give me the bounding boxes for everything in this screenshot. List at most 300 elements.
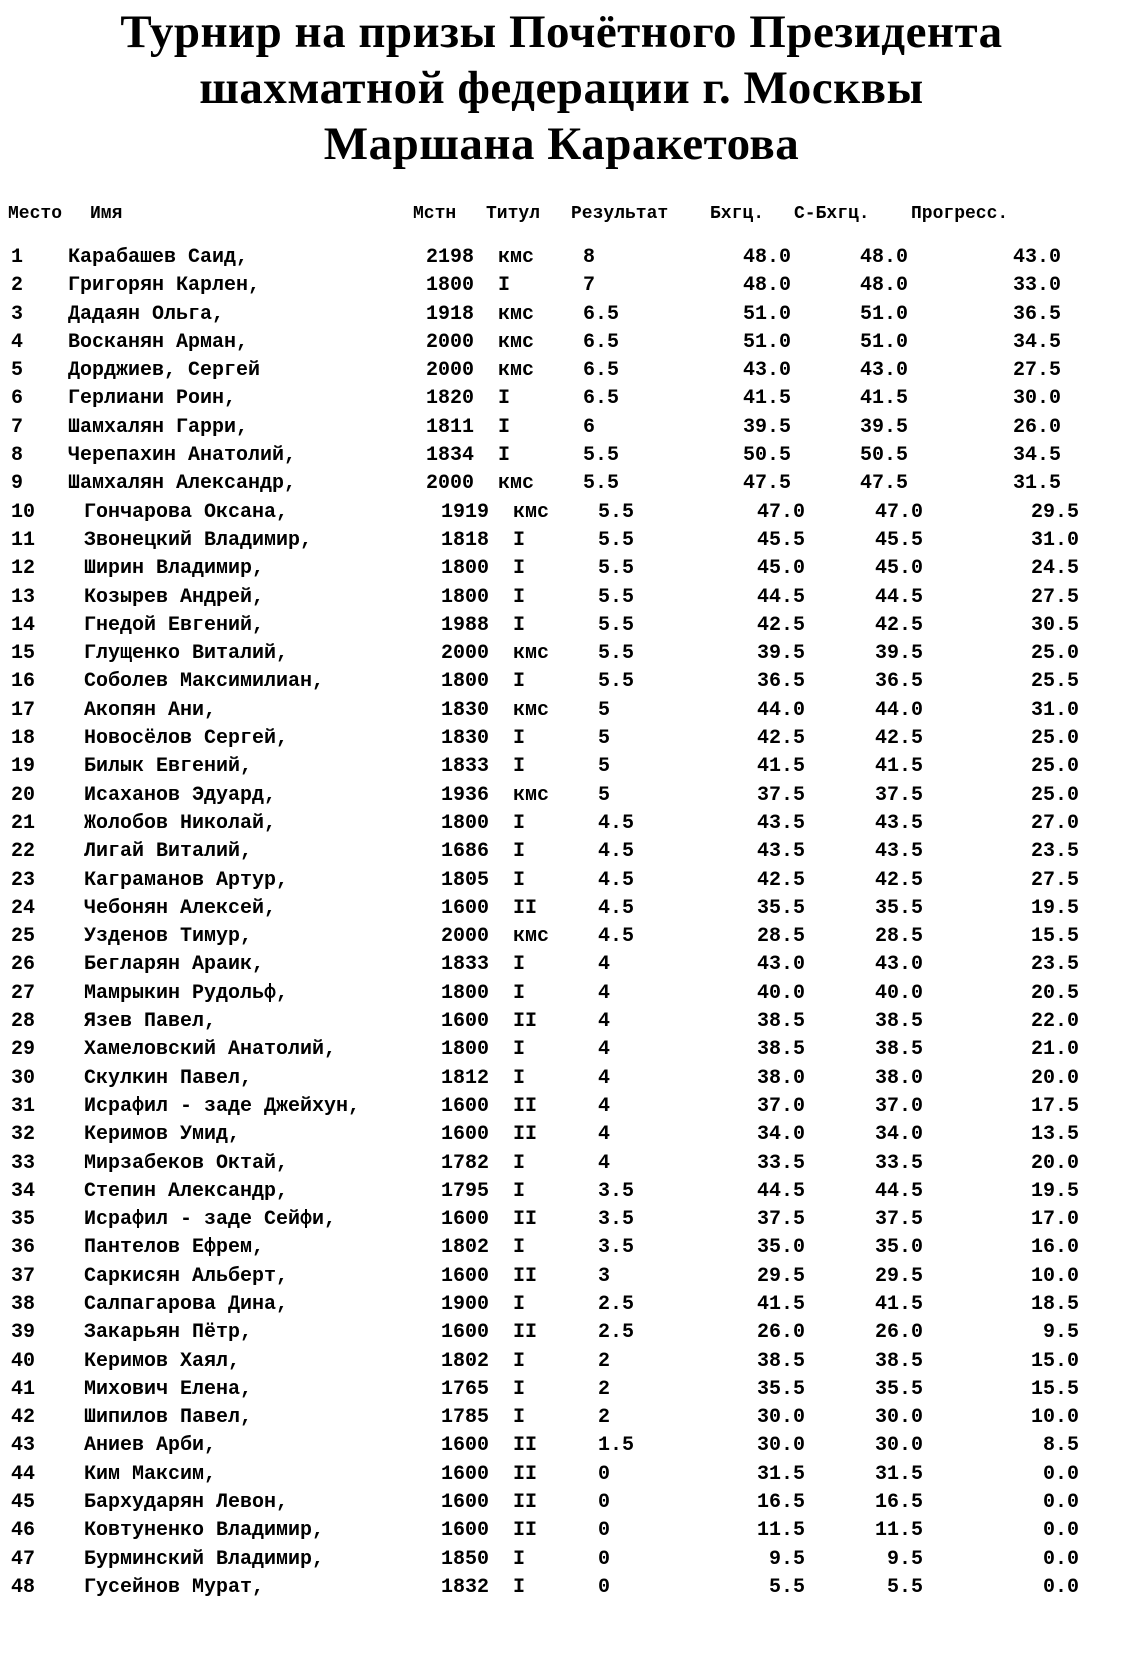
cell-place: 33 xyxy=(11,1151,36,1175)
cell-place: 8 xyxy=(11,444,24,468)
cell-name: Пантелов Ефрем, xyxy=(84,1236,265,1260)
cell-place: 17 xyxy=(11,698,36,722)
cell-sbuchholz: 43.0 xyxy=(859,359,908,383)
cell-progress: 8.5 xyxy=(1042,1434,1079,1458)
cell-progress: 33.0 xyxy=(1012,274,1061,298)
cell-title: кмс xyxy=(513,500,550,524)
header-title: Титул xyxy=(486,204,541,224)
cell-title: кмс xyxy=(513,783,550,807)
cell-sbuchholz: 45.0 xyxy=(874,557,923,581)
cell-progress: 36.5 xyxy=(1012,302,1061,326)
cell-progress: 25.0 xyxy=(1030,727,1079,751)
cell-name: Дадаян Ольга, xyxy=(68,302,225,326)
table-row xyxy=(8,810,1113,838)
cell-sbuchholz: 11.5 xyxy=(874,1519,923,1543)
cell-buchholz: 41.5 xyxy=(742,387,791,411)
cell-name: Бурминский Владимир, xyxy=(84,1547,325,1571)
cell-rating: 1600 xyxy=(441,1462,490,1486)
cell-progress: 0.0 xyxy=(1042,1575,1079,1599)
cell-name: Карабашев Саид, xyxy=(68,246,249,269)
cell-buchholz: 44.5 xyxy=(756,585,805,609)
table-row xyxy=(8,1178,1113,1206)
cell-name: Дорджиев, Сергей xyxy=(68,359,261,383)
cell-title: II xyxy=(513,1491,538,1515)
table-row xyxy=(8,499,1113,527)
cell-place: 11 xyxy=(11,528,36,552)
cell-progress: 10.0 xyxy=(1030,1264,1079,1288)
cell-score: 4.5 xyxy=(598,896,635,920)
cell-rating: 1805 xyxy=(441,868,490,892)
table-row xyxy=(8,470,1113,498)
cell-place: 32 xyxy=(11,1123,36,1147)
cell-sbuchholz: 41.5 xyxy=(874,755,923,779)
cell-buchholz: 42.5 xyxy=(756,727,805,751)
cell-rating: 1600 xyxy=(441,1434,490,1458)
table-row xyxy=(8,1574,1113,1602)
cell-name: Ширин Владимир, xyxy=(84,557,265,581)
cell-rating: 1900 xyxy=(441,1292,490,1316)
cell-title: I xyxy=(498,274,511,298)
cell-score: 2.5 xyxy=(598,1292,635,1316)
cell-sbuchholz: 43.0 xyxy=(874,953,923,977)
cell-name: Язев Павел, xyxy=(84,1010,217,1034)
cell-place: 40 xyxy=(11,1349,36,1373)
cell-buchholz: 39.5 xyxy=(756,642,805,666)
cell-place: 19 xyxy=(11,755,36,779)
table-row xyxy=(8,1065,1113,1093)
cell-rating: 2000 xyxy=(426,330,475,354)
cell-buchholz: 45.0 xyxy=(756,557,805,581)
cell-progress: 22.0 xyxy=(1030,1010,1079,1034)
cell-rating: 1600 xyxy=(441,1094,490,1118)
table-row xyxy=(8,442,1113,470)
cell-place: 18 xyxy=(11,727,36,751)
cell-name: Глущенко Виталий, xyxy=(84,642,289,666)
cell-title: кмс xyxy=(498,472,535,496)
table-body xyxy=(8,244,1113,1602)
cell-rating: 1795 xyxy=(441,1179,490,1203)
cell-progress: 25.0 xyxy=(1030,783,1079,807)
cell-title: II xyxy=(513,1264,538,1288)
cell-sbuchholz: 35.5 xyxy=(874,1377,923,1401)
cell-place: 45 xyxy=(11,1491,36,1515)
cell-place: 24 xyxy=(11,896,36,920)
cell-progress: 29.5 xyxy=(1030,500,1079,524)
table-row xyxy=(8,357,1113,385)
cell-score: 5.5 xyxy=(583,444,620,468)
cell-score: 1.5 xyxy=(598,1434,635,1458)
cell-score: 5.5 xyxy=(598,670,635,694)
cell-sbuchholz: 38.5 xyxy=(874,1010,923,1034)
cell-rating: 1600 xyxy=(441,1010,490,1034)
cell-sbuchholz: 41.5 xyxy=(859,387,908,411)
cell-rating: 2000 xyxy=(441,925,490,949)
cell-name: Новосёлов Сергей, xyxy=(84,727,289,751)
table-row xyxy=(8,697,1113,725)
table-row xyxy=(8,1461,1113,1489)
cell-name: Аниев Арби, xyxy=(84,1434,217,1458)
cell-title: кмс xyxy=(513,698,550,722)
cell-rating: 1600 xyxy=(441,1123,490,1147)
cell-name: Звонецкий Владимир, xyxy=(84,528,313,552)
cell-sbuchholz: 48.0 xyxy=(859,274,908,298)
cell-title: I xyxy=(513,1547,526,1571)
cell-progress: 18.5 xyxy=(1030,1292,1079,1316)
table-row xyxy=(8,923,1113,951)
cell-place: 44 xyxy=(11,1462,36,1486)
cell-sbuchholz: 29.5 xyxy=(874,1264,923,1288)
cell-score: 4.5 xyxy=(598,840,635,864)
cell-progress: 9.5 xyxy=(1042,1321,1079,1345)
cell-place: 47 xyxy=(11,1547,36,1571)
table-row xyxy=(8,867,1113,895)
cell-score: 5.5 xyxy=(598,642,635,666)
table-row xyxy=(8,329,1113,357)
cell-name: Керимов Хаял, xyxy=(84,1349,241,1373)
cell-name: Ковтуненко Владимир, xyxy=(84,1519,325,1543)
cell-name: Жолобов Николай, xyxy=(84,811,277,835)
cell-title: I xyxy=(513,1038,526,1062)
table-row xyxy=(8,725,1113,753)
cell-place: 37 xyxy=(11,1264,36,1288)
cell-rating: 1800 xyxy=(441,557,490,581)
cell-title: I xyxy=(513,953,526,977)
cell-place: 6 xyxy=(11,387,24,411)
cell-buchholz: 47.0 xyxy=(756,500,805,524)
cell-buchholz: 51.0 xyxy=(742,302,791,326)
cell-rating: 1830 xyxy=(441,698,490,722)
cell-title: I xyxy=(513,811,526,835)
cell-score: 4 xyxy=(598,1038,611,1062)
table-row xyxy=(8,414,1113,442)
cell-sbuchholz: 44.5 xyxy=(874,1179,923,1203)
cell-progress: 20.5 xyxy=(1030,981,1079,1005)
cell-place: 4 xyxy=(11,330,24,354)
cell-buchholz: 11.5 xyxy=(756,1519,805,1543)
cell-title: I xyxy=(513,585,526,609)
cell-buchholz: 42.5 xyxy=(756,868,805,892)
cell-buchholz: 34.0 xyxy=(756,1123,805,1147)
cell-place: 25 xyxy=(11,925,36,949)
cell-progress: 19.5 xyxy=(1030,1179,1079,1203)
cell-sbuchholz: 38.0 xyxy=(874,1066,923,1090)
cell-buchholz: 44.0 xyxy=(756,698,805,722)
cell-score: 4 xyxy=(598,1123,611,1147)
cell-place: 21 xyxy=(11,811,36,835)
cell-buchholz: 31.5 xyxy=(756,1462,805,1486)
cell-title: II xyxy=(513,1123,538,1147)
cell-sbuchholz: 43.5 xyxy=(874,811,923,835)
cell-title: I xyxy=(513,1236,526,1260)
table-row xyxy=(8,244,1113,272)
cell-rating: 1919 xyxy=(441,500,490,524)
cell-score: 5 xyxy=(598,727,611,751)
cell-progress: 27.5 xyxy=(1030,868,1079,892)
cell-place: 23 xyxy=(11,868,36,892)
cell-sbuchholz: 37.0 xyxy=(874,1094,923,1118)
cell-buchholz: 42.5 xyxy=(756,613,805,637)
cell-name: Восканян Арман, xyxy=(68,330,249,354)
table-row xyxy=(8,612,1113,640)
cell-sbuchholz: 42.5 xyxy=(874,613,923,637)
cell-sbuchholz: 51.0 xyxy=(859,302,908,326)
cell-place: 38 xyxy=(11,1292,36,1316)
cell-title: II xyxy=(513,1094,538,1118)
cell-progress: 15.5 xyxy=(1030,1377,1079,1401)
cell-rating: 1833 xyxy=(441,953,490,977)
cell-name: Козырев Андрей, xyxy=(84,585,265,609)
table-row xyxy=(8,1008,1113,1036)
cell-title: I xyxy=(498,415,511,439)
cell-buchholz: 38.5 xyxy=(756,1010,805,1034)
cell-buchholz: 43.0 xyxy=(756,953,805,977)
cell-score: 2 xyxy=(598,1349,611,1373)
cell-score: 7 xyxy=(583,274,596,298)
cell-title: I xyxy=(513,1066,526,1090)
cell-place: 3 xyxy=(11,302,24,326)
table-row xyxy=(8,895,1113,923)
cell-progress: 23.5 xyxy=(1030,953,1079,977)
cell-sbuchholz: 38.5 xyxy=(874,1349,923,1373)
cell-sbuchholz: 37.5 xyxy=(874,1208,923,1232)
cell-rating: 1800 xyxy=(426,274,475,298)
table-row xyxy=(8,1036,1113,1064)
cell-progress: 27.0 xyxy=(1030,811,1079,835)
cell-rating: 1832 xyxy=(441,1575,490,1599)
cell-place: 39 xyxy=(11,1321,36,1345)
cell-name: Исрафил - заде Джейхун, xyxy=(84,1094,361,1118)
cell-sbuchholz: 30.0 xyxy=(874,1406,923,1430)
cell-buchholz: 50.5 xyxy=(742,444,791,468)
cell-buchholz: 38.5 xyxy=(756,1038,805,1062)
results-table xyxy=(8,200,1113,1599)
cell-rating: 1833 xyxy=(441,755,490,779)
cell-score: 6.5 xyxy=(583,387,620,411)
cell-rating: 1800 xyxy=(441,811,490,835)
cell-title: кмс xyxy=(498,359,535,383)
cell-title: I xyxy=(513,1179,526,1203)
cell-buchholz: 37.5 xyxy=(756,783,805,807)
cell-buchholz: 5.5 xyxy=(768,1575,805,1599)
cell-buchholz: 38.0 xyxy=(756,1066,805,1090)
cell-progress: 0.0 xyxy=(1042,1519,1079,1543)
cell-buchholz: 33.5 xyxy=(756,1151,805,1175)
cell-name: Исаханов Эдуард, xyxy=(84,783,277,807)
cell-sbuchholz: 33.5 xyxy=(874,1151,923,1175)
cell-place: 41 xyxy=(11,1377,36,1401)
cell-sbuchholz: 50.5 xyxy=(859,444,908,468)
table-header xyxy=(8,200,1113,228)
cell-sbuchholz: 44.0 xyxy=(874,698,923,722)
cell-buchholz: 35.0 xyxy=(756,1236,805,1260)
cell-buchholz: 41.5 xyxy=(756,755,805,779)
cell-name: Хамеловский Анатолий, xyxy=(84,1038,337,1062)
cell-name: Герлиани Роин, xyxy=(68,387,237,411)
cell-place: 1 xyxy=(11,246,24,269)
cell-rating: 1785 xyxy=(441,1406,490,1430)
table-row xyxy=(8,1489,1113,1517)
cell-place: 13 xyxy=(11,585,36,609)
cell-place: 42 xyxy=(11,1406,36,1430)
table-row xyxy=(8,1319,1113,1347)
cell-title: кмс xyxy=(498,246,535,269)
cell-title: I xyxy=(513,1292,526,1316)
cell-title: кмс xyxy=(513,925,550,949)
cell-place: 35 xyxy=(11,1208,36,1232)
cell-place: 30 xyxy=(11,1066,36,1090)
header-score: Результат xyxy=(571,204,669,224)
cell-progress: 15.5 xyxy=(1030,925,1079,949)
cell-sbuchholz: 34.0 xyxy=(874,1123,923,1147)
cell-rating: 1600 xyxy=(441,1519,490,1543)
cell-progress: 13.5 xyxy=(1030,1123,1079,1147)
cell-name: Гончарова Оксана, xyxy=(84,500,289,524)
cell-rating: 1600 xyxy=(441,1208,490,1232)
cell-title: I xyxy=(513,868,526,892)
table-row xyxy=(8,1206,1113,1234)
cell-buchholz: 48.0 xyxy=(742,246,791,269)
cell-sbuchholz: 28.5 xyxy=(874,925,923,949)
cell-buchholz: 29.5 xyxy=(756,1264,805,1288)
cell-progress: 16.0 xyxy=(1030,1236,1079,1260)
cell-score: 0 xyxy=(598,1491,611,1515)
cell-buchholz: 47.5 xyxy=(742,472,791,496)
cell-name: Шамхалян Александр, xyxy=(68,472,297,496)
cell-buchholz: 30.0 xyxy=(756,1434,805,1458)
table-row xyxy=(8,1093,1113,1121)
cell-sbuchholz: 35.5 xyxy=(874,896,923,920)
cell-rating: 1686 xyxy=(441,840,490,864)
cell-sbuchholz: 39.5 xyxy=(874,642,923,666)
cell-progress: 24.5 xyxy=(1030,557,1079,581)
cell-rating: 1800 xyxy=(441,981,490,1005)
cell-place: 28 xyxy=(11,1010,36,1034)
cell-name: Степин Александр, xyxy=(84,1179,289,1203)
cell-sbuchholz: 47.0 xyxy=(874,500,923,524)
cell-buchholz: 36.5 xyxy=(756,670,805,694)
cell-score: 5 xyxy=(598,783,611,807)
cell-title: II xyxy=(513,1434,538,1458)
cell-score: 5.5 xyxy=(598,613,635,637)
cell-buchholz: 26.0 xyxy=(756,1321,805,1345)
header-sbuchholz: С-Бхгц. xyxy=(794,204,870,224)
cell-score: 4.5 xyxy=(598,925,635,949)
cell-title: кмс xyxy=(498,330,535,354)
cell-name: Гнедой Евгений, xyxy=(84,613,265,637)
cell-place: 46 xyxy=(11,1519,36,1543)
cell-sbuchholz: 39.5 xyxy=(859,415,908,439)
header-place: Место xyxy=(8,204,63,224)
cell-rating: 1600 xyxy=(441,1491,490,1515)
cell-name: Чебонян Алексей, xyxy=(84,896,277,920)
cell-progress: 25.0 xyxy=(1030,755,1079,779)
cell-score: 4 xyxy=(598,1094,611,1118)
cell-sbuchholz: 40.0 xyxy=(874,981,923,1005)
cell-score: 5.5 xyxy=(598,557,635,581)
cell-sbuchholz: 41.5 xyxy=(874,1292,923,1316)
cell-name: Михович Елена, xyxy=(84,1377,253,1401)
cell-score: 4.5 xyxy=(598,811,635,835)
table-row xyxy=(8,1376,1113,1404)
table-row xyxy=(8,838,1113,866)
cell-score: 4 xyxy=(598,981,611,1005)
cell-buchholz: 38.5 xyxy=(756,1349,805,1373)
cell-name: Узденов Тимур, xyxy=(84,925,253,949)
cell-rating: 1988 xyxy=(441,613,490,637)
cell-name: Каграманов Артур, xyxy=(84,868,289,892)
cell-progress: 43.0 xyxy=(1012,246,1061,269)
cell-progress: 27.5 xyxy=(1012,359,1061,383)
cell-sbuchholz: 45.5 xyxy=(874,528,923,552)
cell-name: Ким Максим, xyxy=(84,1462,217,1486)
cell-progress: 31.0 xyxy=(1030,698,1079,722)
cell-buchholz: 35.5 xyxy=(756,896,805,920)
cell-title: I xyxy=(513,727,526,751)
cell-sbuchholz: 42.5 xyxy=(874,868,923,892)
cell-progress: 19.5 xyxy=(1030,896,1079,920)
cell-sbuchholz: 9.5 xyxy=(886,1547,923,1571)
cell-title: I xyxy=(513,1151,526,1175)
cell-title: I xyxy=(513,981,526,1005)
table-row xyxy=(8,1546,1113,1574)
table-row xyxy=(8,1348,1113,1376)
cell-name: Бегларян Араик, xyxy=(84,953,265,977)
cell-sbuchholz: 5.5 xyxy=(886,1575,923,1599)
table-row xyxy=(8,951,1113,979)
cell-progress: 15.0 xyxy=(1030,1349,1079,1373)
cell-place: 26 xyxy=(11,953,36,977)
table-row xyxy=(8,584,1113,612)
cell-score: 8 xyxy=(583,246,596,269)
cell-title: I xyxy=(513,755,526,779)
cell-buchholz: 41.5 xyxy=(756,1292,805,1316)
cell-progress: 31.0 xyxy=(1030,528,1079,552)
cell-buchholz: 45.5 xyxy=(756,528,805,552)
cell-sbuchholz: 43.5 xyxy=(874,840,923,864)
cell-score: 0 xyxy=(598,1575,611,1599)
cell-rating: 2000 xyxy=(441,642,490,666)
cell-progress: 17.0 xyxy=(1030,1208,1079,1232)
cell-name: Черепахин Анатолий, xyxy=(68,444,297,468)
cell-buchholz: 43.0 xyxy=(742,359,791,383)
cell-sbuchholz: 30.0 xyxy=(874,1434,923,1458)
cell-sbuchholz: 16.5 xyxy=(874,1491,923,1515)
cell-place: 31 xyxy=(11,1094,36,1118)
cell-score: 0 xyxy=(598,1462,611,1486)
cell-rating: 1818 xyxy=(441,528,490,552)
cell-title: I xyxy=(513,557,526,581)
cell-title: II xyxy=(513,1519,538,1543)
cell-score: 3 xyxy=(598,1264,611,1288)
cell-buchholz: 9.5 xyxy=(768,1547,805,1571)
cell-rating: 2000 xyxy=(426,359,475,383)
cell-sbuchholz: 48.0 xyxy=(859,246,908,269)
cell-name: Бархударян Левон, xyxy=(84,1491,289,1515)
cell-progress: 34.5 xyxy=(1012,330,1061,354)
cell-name: Билык Евгений, xyxy=(84,755,253,779)
cell-progress: 27.5 xyxy=(1030,585,1079,609)
header-rating: Мстн xyxy=(413,204,457,224)
table-row xyxy=(8,1404,1113,1432)
cell-progress: 30.0 xyxy=(1012,387,1061,411)
table-row xyxy=(8,668,1113,696)
cell-name: Закарьян Пётр, xyxy=(84,1321,253,1345)
cell-name: Лигай Виталий, xyxy=(84,840,253,864)
cell-score: 5.5 xyxy=(598,585,635,609)
table-row xyxy=(8,301,1113,329)
cell-rating: 1850 xyxy=(441,1547,490,1571)
cell-rating: 1600 xyxy=(441,1264,490,1288)
